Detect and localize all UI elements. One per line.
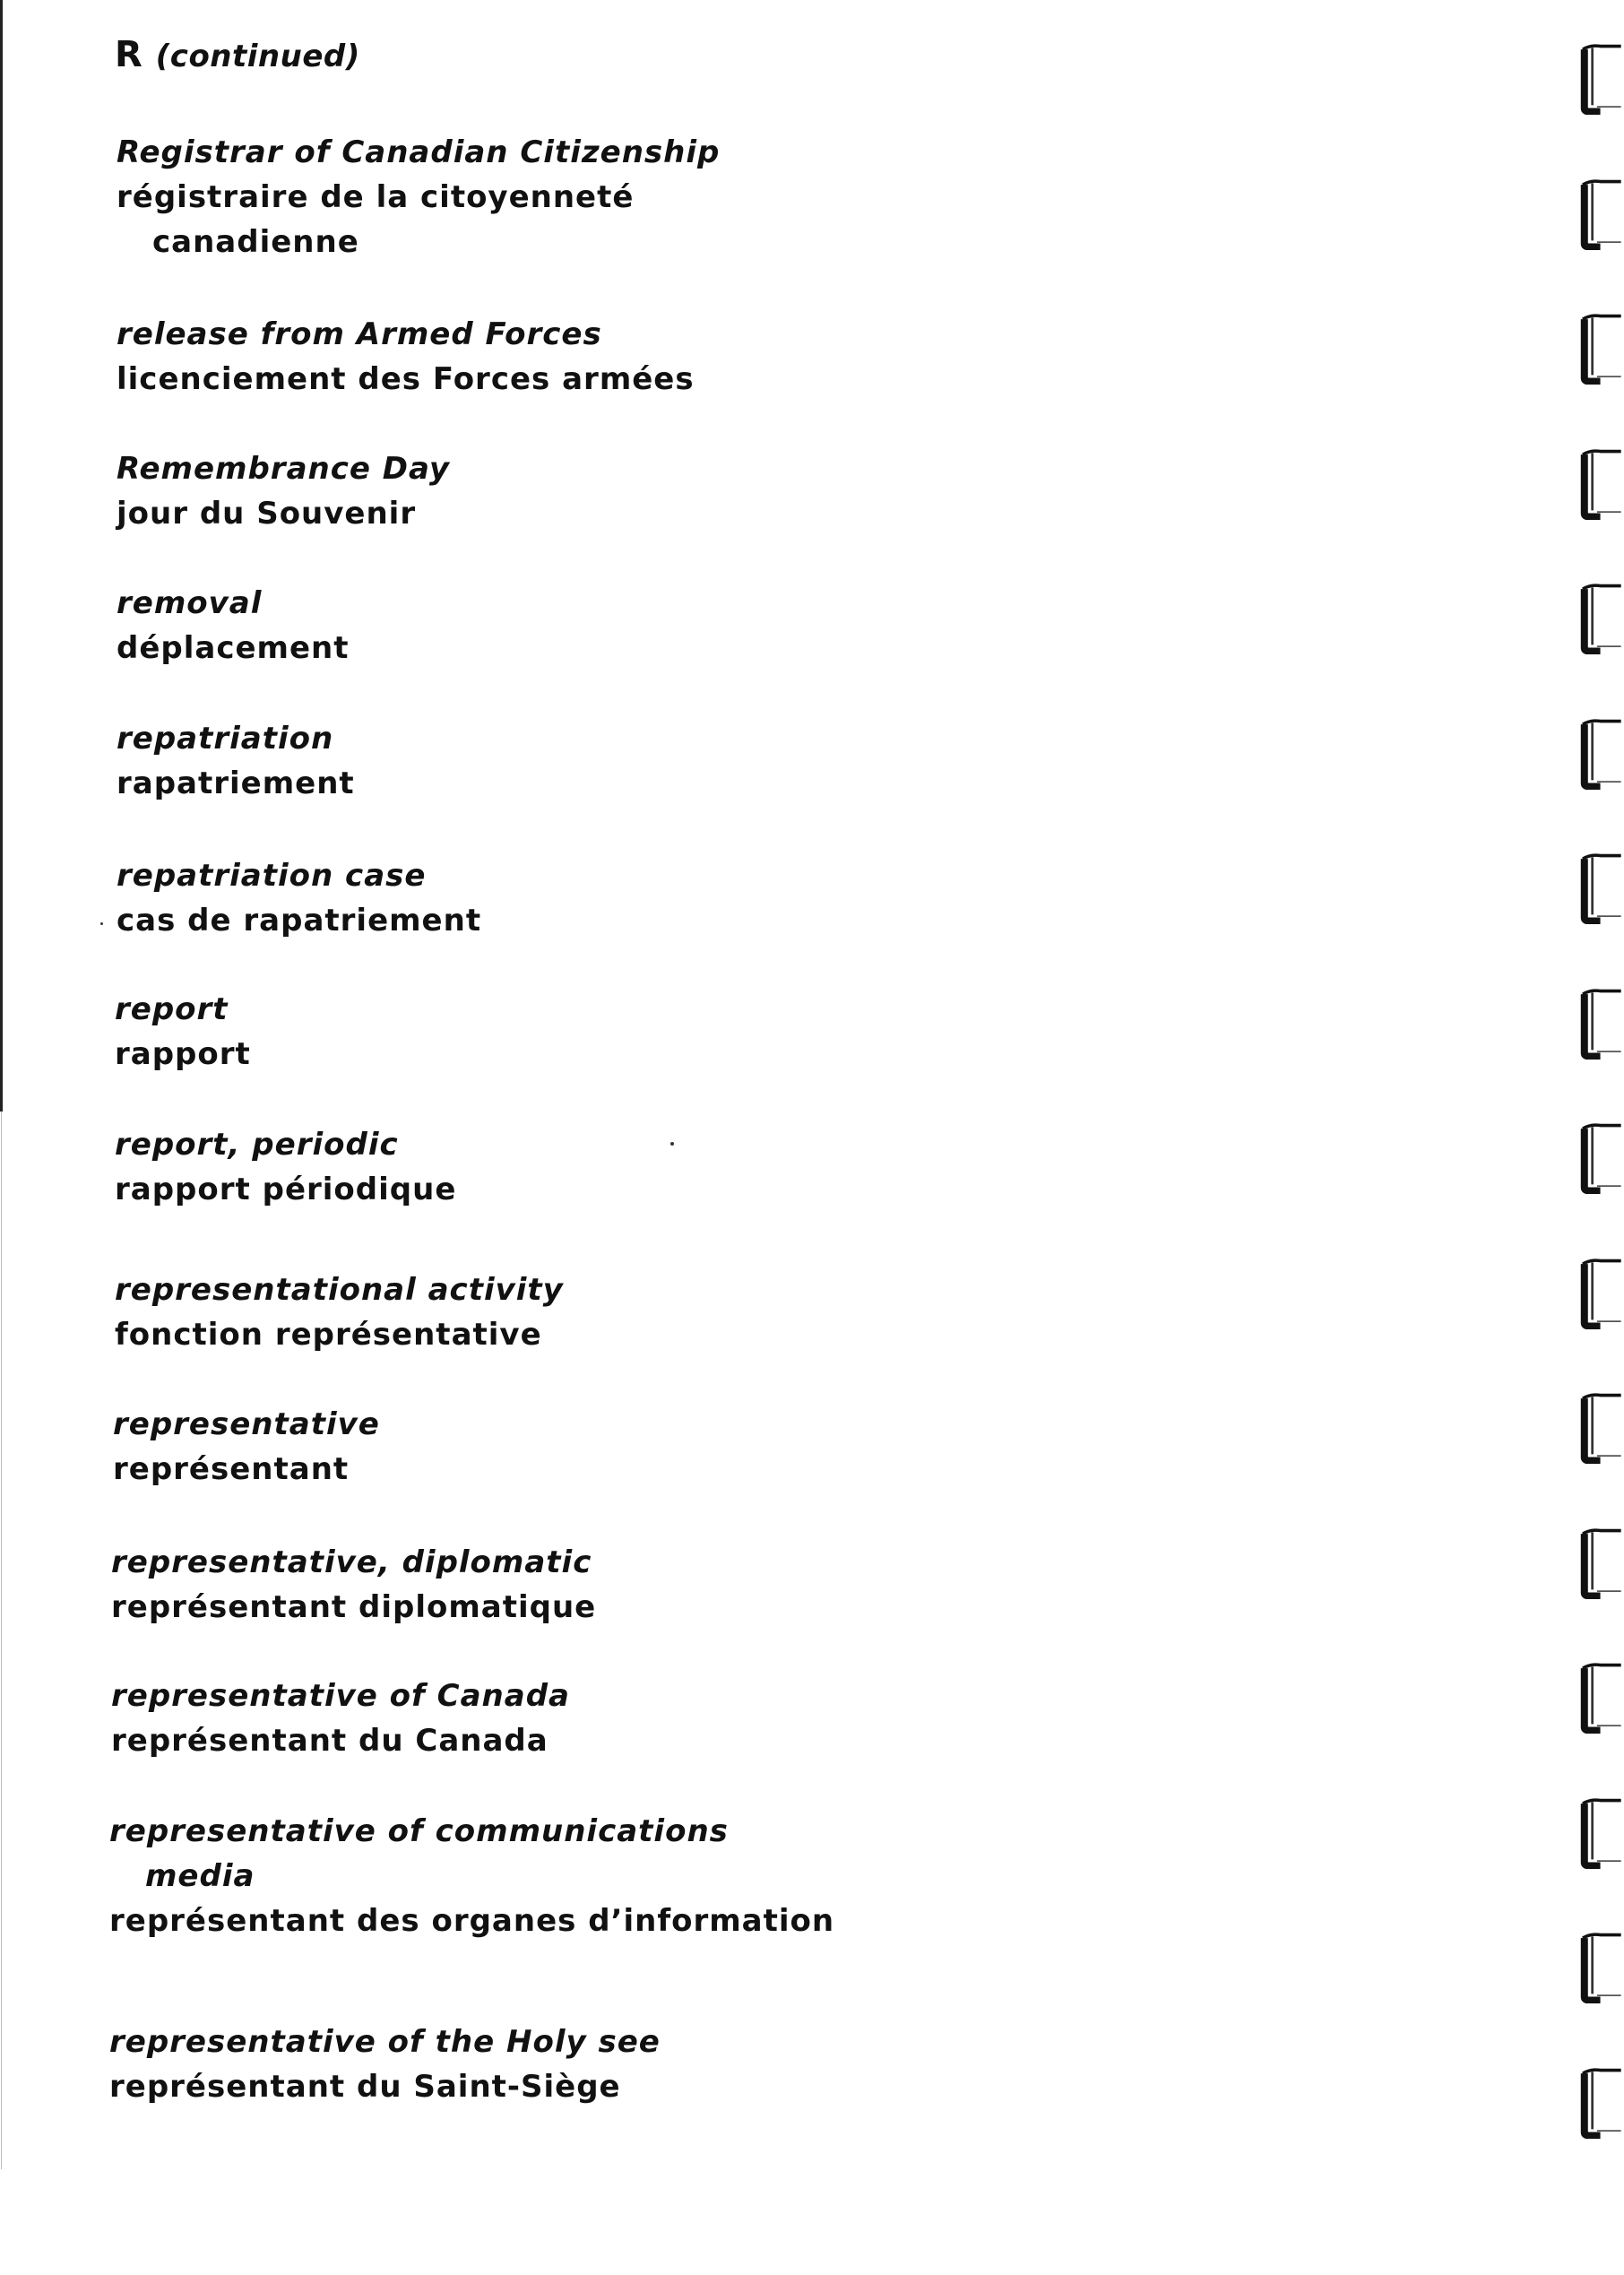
page-left-edge-faint: [1, 1112, 2, 2169]
glossary-entry: [117, 716, 1013, 806]
glossary-entry: [117, 130, 1013, 264]
binding-ring-icon: [1570, 43, 1624, 115]
entry-term: removal: [117, 585, 263, 621]
heading-letter: R: [115, 34, 143, 75]
entry-term: Registrar of Canadian Citizenship: [117, 134, 721, 170]
entry-term: representative of the Holy see: [109, 2024, 661, 2060]
glossary-entry: [109, 2020, 1006, 2109]
binding-ring-icon: [1570, 1258, 1624, 1329]
page-heading: [115, 34, 360, 75]
glossary-entry: [115, 1267, 1011, 1357]
entry-term-continued: media: [145, 1858, 255, 1894]
glossary-entry: [117, 853, 1013, 943]
entry-translation-continued: canadienne: [152, 224, 359, 260]
entry-term: release from Armed Forces: [117, 316, 602, 352]
binding-ring-icon: [1570, 1932, 1624, 2003]
entry-term: repatriation case: [117, 858, 427, 894]
entry-translation: représentant du Saint-Siège: [109, 2069, 621, 2105]
glossary-entry: [117, 446, 1013, 536]
glossary-entry: [113, 1402, 1009, 1492]
entry-translation: licenciement des Forces armées: [117, 361, 695, 397]
entry-term: representative of communications: [109, 1813, 729, 1849]
scan-speck: [670, 1142, 674, 1146]
glossary-entry: [111, 1540, 1007, 1630]
binding-ring-icon: [1570, 852, 1624, 924]
entry-term: representational activity: [115, 1272, 564, 1308]
entry-term: representative of Canada: [111, 1678, 570, 1714]
entry-term: representative: [113, 1406, 380, 1442]
glossary-entry: [117, 581, 1013, 670]
entry-term: report: [115, 991, 229, 1027]
entry-translation: régistraire de la citoyenneté: [117, 179, 635, 215]
binding-ring-icon: [1570, 1122, 1624, 1194]
entry-term: Remembrance Day: [117, 451, 451, 487]
binding-ring-icon: [1570, 178, 1624, 250]
entry-translation: représentant du Canada: [111, 1723, 549, 1759]
entry-translation: représentant: [113, 1451, 350, 1487]
glossary-entry: [115, 987, 1011, 1077]
binding-ring-icon: [1570, 718, 1624, 790]
entry-translation: cas de rapatriement: [117, 903, 482, 939]
binding-ring-icon: [1570, 313, 1624, 385]
binding-ring-icon: [1570, 2067, 1624, 2139]
glossary-entry: [109, 1809, 1006, 1943]
binding-ring-icon: [1570, 1527, 1624, 1599]
binding-ring-icon: [1570, 988, 1624, 1060]
entry-term: repatriation: [117, 721, 334, 757]
entry-translation: déplacement: [117, 630, 350, 666]
page-left-edge: [0, 0, 3, 1112]
heading-note: (continued): [155, 39, 360, 74]
entry-translation: rapport périodique: [115, 1172, 457, 1207]
binding-ring-icon: [1570, 1797, 1624, 1869]
glossary-entry: [115, 1122, 1011, 1212]
binding-ring-icon: [1570, 1392, 1624, 1464]
binding-ring-icon: [1570, 583, 1624, 654]
entry-term: representative, diplomatic: [111, 1544, 592, 1580]
entry-translation: rapport: [115, 1036, 251, 1072]
glossary-entry: [117, 312, 1013, 402]
scan-speck: [100, 922, 103, 925]
binding-ring-icon: [1570, 448, 1624, 520]
glossary-entry: [111, 1674, 1007, 1763]
entry-translation: représentant diplomatique: [111, 1589, 597, 1625]
entry-translation: fonction représentative: [115, 1317, 542, 1353]
entry-term: report, periodic: [115, 1127, 399, 1163]
entry-translation: représentant des organes d’information: [109, 1903, 835, 1939]
binding-ring-icon: [1570, 1662, 1624, 1734]
entry-translation: jour du Souvenir: [117, 496, 417, 532]
entry-translation: rapatriement: [117, 766, 355, 801]
